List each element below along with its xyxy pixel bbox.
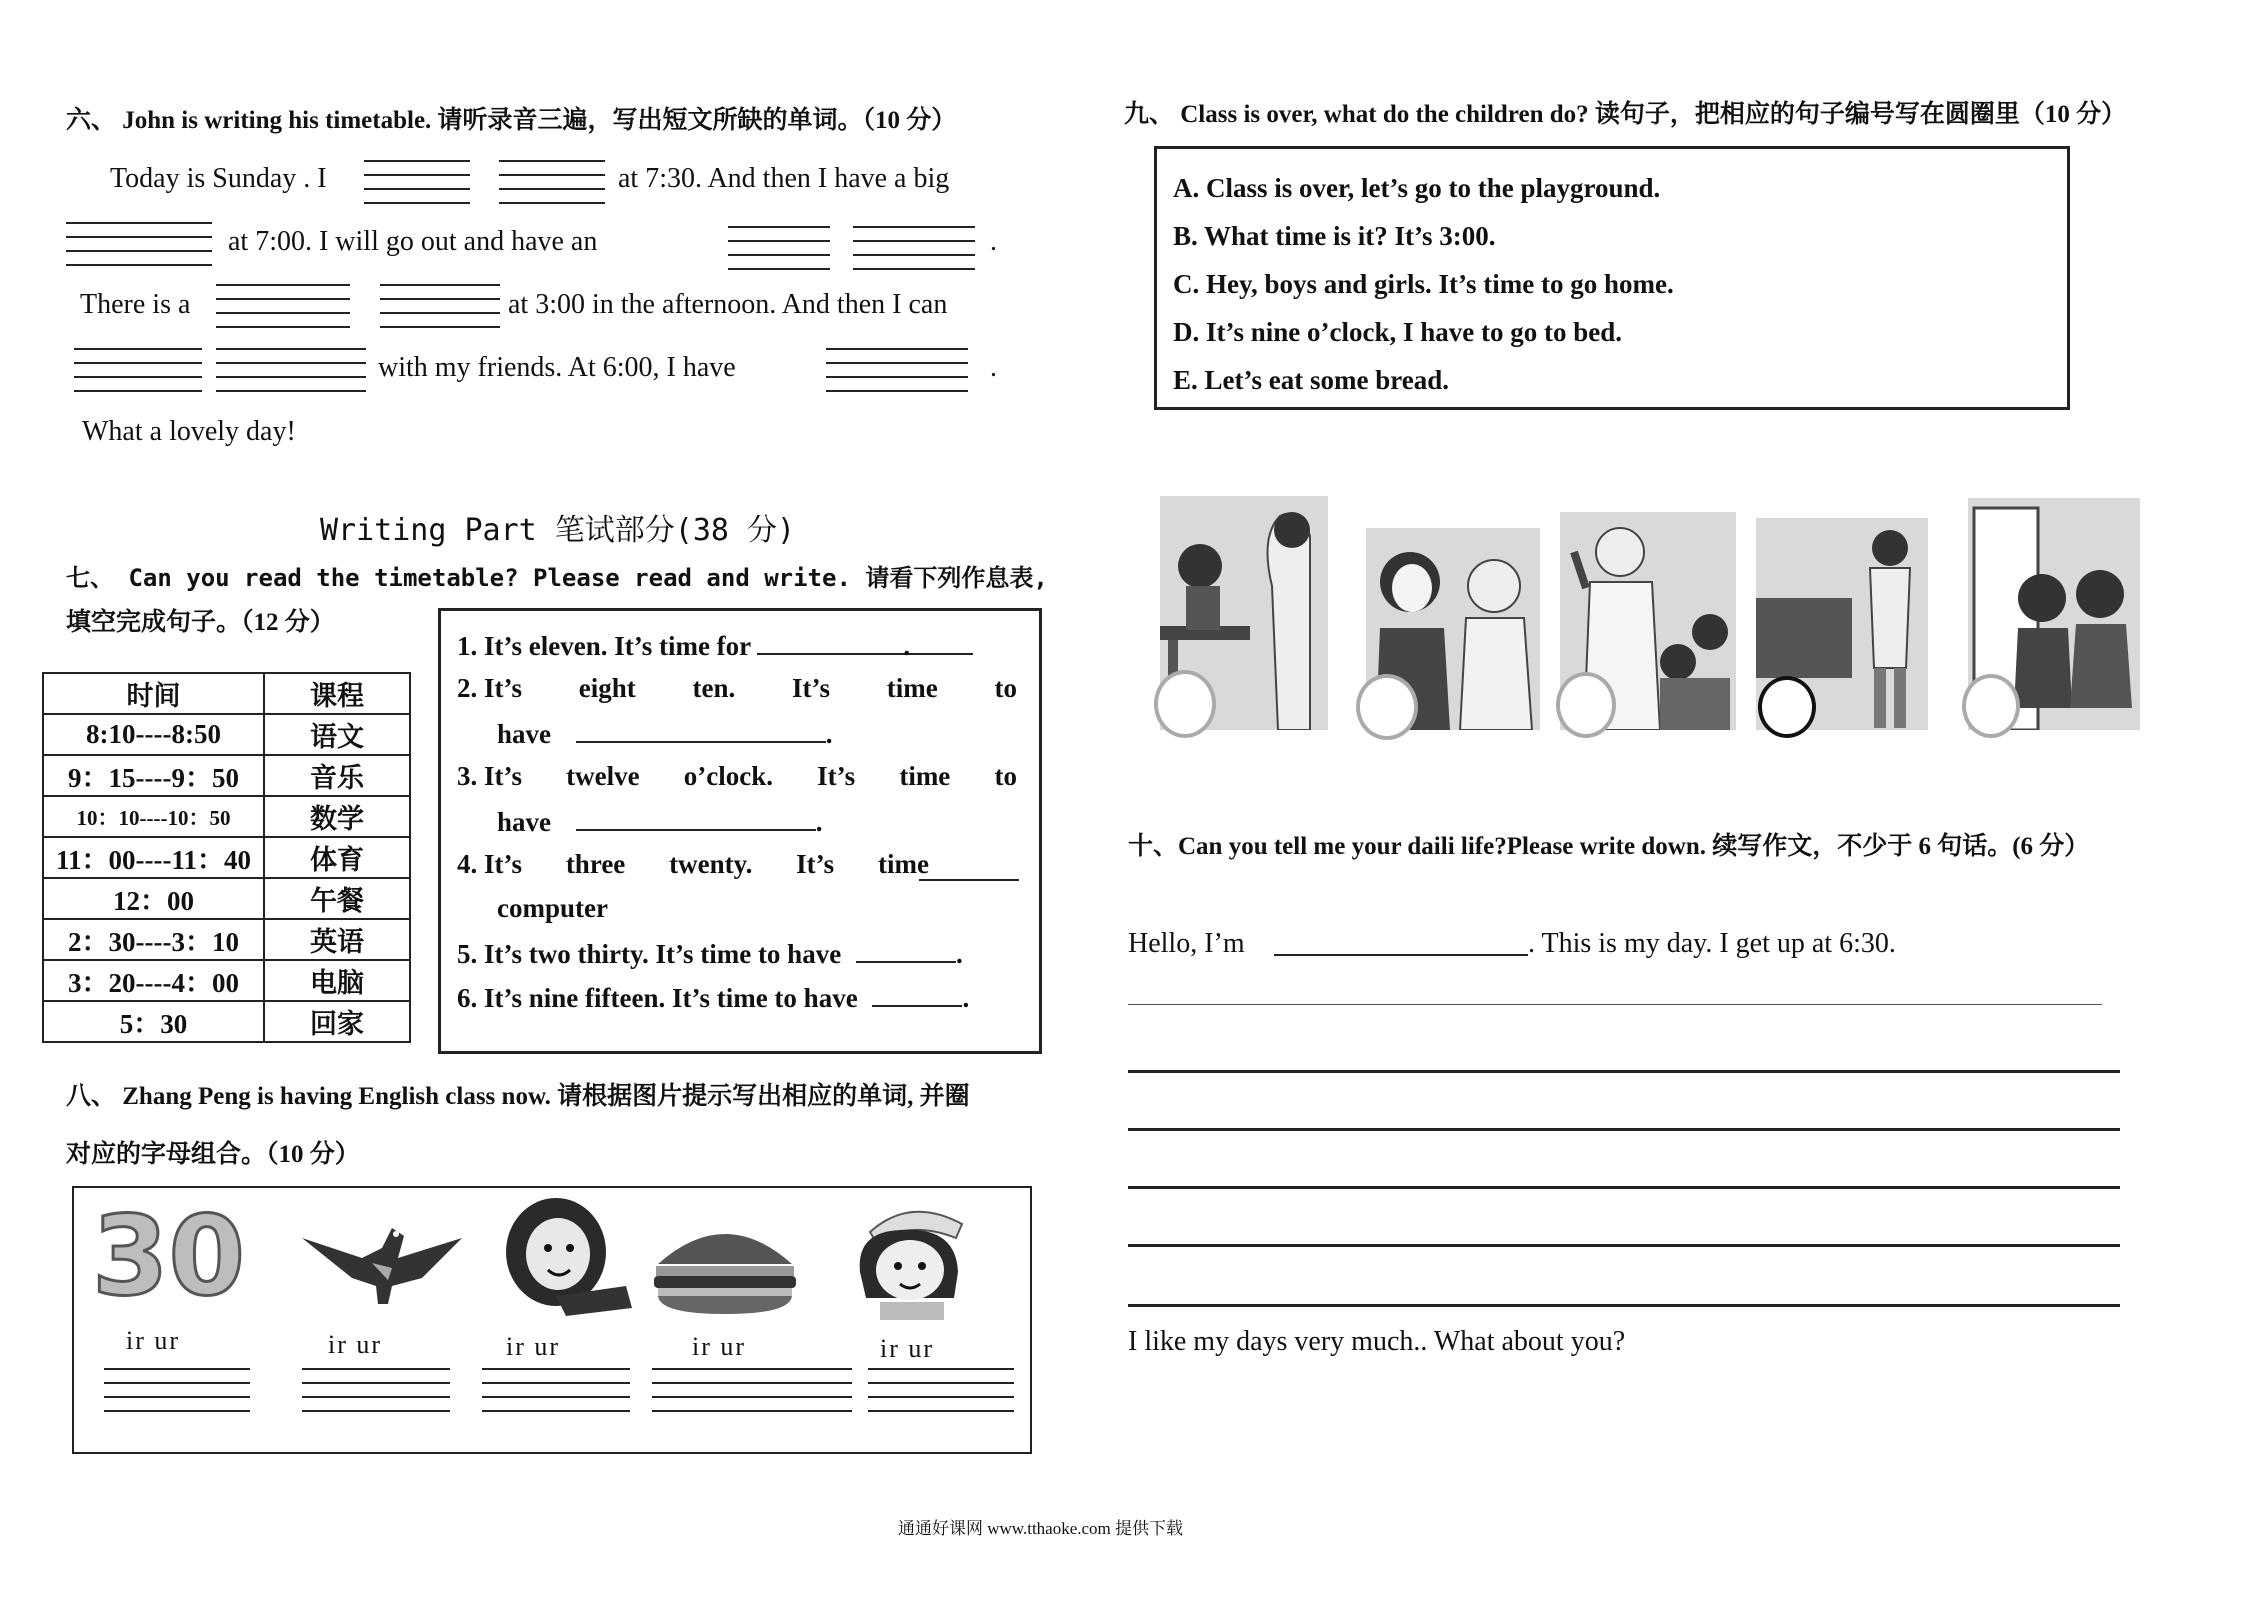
option-d: D. It’s nine o’clock, I have to go to bed. [1173, 317, 1622, 347]
s7-q3-word: 3. It’s [457, 761, 522, 791]
s6-blank-3[interactable] [66, 222, 212, 266]
caption-2: ir ur [328, 1330, 383, 1359]
timetable-header-course: 课程 [264, 673, 410, 714]
answer-circle-3[interactable] [1556, 672, 1616, 738]
caption-4: ir ur [692, 1332, 747, 1361]
s7-q5 [457, 937, 963, 970]
s7-q2-dot: . [825, 719, 833, 749]
answer-circle-5[interactable] [1962, 674, 2020, 738]
s7-q3-blank[interactable] [576, 805, 816, 831]
writing-line-5[interactable] [1128, 1244, 2120, 1247]
s7-q3-word: twelve [566, 761, 640, 791]
s7-q3-have: have [497, 807, 551, 837]
s6-blank-10[interactable] [826, 348, 968, 392]
s6-blank-6[interactable] [216, 284, 350, 328]
s7-q2-line2 [497, 717, 833, 750]
s6-blank-8[interactable] [74, 348, 202, 392]
s7-q3-word: o’clock. [683, 761, 774, 791]
table-row [43, 755, 410, 796]
s7-q1-blank[interactable] [757, 629, 973, 655]
s7-q2-word: time [886, 673, 938, 703]
s7-q4-word: three [565, 849, 626, 879]
s6-blank-9[interactable] [216, 348, 366, 392]
s7-q4-line2 [497, 893, 608, 924]
writing-line-4[interactable] [1128, 1186, 2120, 1189]
s7-q2-have: have [497, 719, 551, 749]
section-8-heading-line2: 对应的字母组合。（10 分） [66, 1141, 360, 1168]
s6-line3-start: There is a [80, 289, 191, 320]
writing-line-3[interactable] [1128, 1128, 2120, 1131]
timetable [42, 672, 411, 1043]
writing-line-6[interactable] [1128, 1304, 2120, 1307]
s7-q2-blank[interactable] [576, 717, 826, 743]
s7-q5-dot: . [955, 939, 963, 969]
s6-line2-mid: at 7:00. I will go out and have an [228, 226, 598, 257]
time-cell: 10：10----10：50 [43, 796, 264, 837]
time-cell: 8:10----8:50 [43, 714, 264, 755]
s7-q2-word: to [994, 673, 1017, 703]
s9-options-box [1154, 146, 2070, 410]
table-row [43, 1001, 410, 1042]
s7-q4-computer: computer [497, 893, 608, 923]
s8-blank-2[interactable] [302, 1368, 450, 1412]
s7-q2-word: ten. [692, 673, 736, 703]
time-cell: 5：30 [43, 1001, 264, 1042]
s6-blank-2[interactable] [499, 160, 605, 204]
s7-q5-blank[interactable] [856, 937, 956, 963]
option-a: A. Class is over, let’s go to the playground. [1173, 173, 1661, 203]
s8-blank-3[interactable] [482, 1368, 630, 1412]
timetable-header-time: 时间 [43, 673, 264, 714]
option-e: E. Let’s eat some bread. [1173, 365, 1449, 395]
section-10-heading: 十、Can you tell me your daili life?Please write down. 续写作文，不少于 6 句话。(6 分） [1128, 833, 2090, 860]
s6-line1-start: Today is Sunday . I [110, 163, 327, 194]
course-cell: 语文 [264, 714, 410, 755]
s7-q3-word: to [994, 761, 1017, 791]
s7-q3-line2 [497, 805, 823, 838]
s7-q4-word: time [877, 849, 929, 879]
s7-q1-text: 1. It’s eleven. It’s time for [457, 631, 751, 661]
svg-text:30: 30 [92, 1194, 246, 1314]
s8-blank-4[interactable] [652, 1368, 852, 1412]
course-cell: 回家 [264, 1001, 410, 1042]
s6-line2-end: . [990, 226, 997, 257]
s10-ending: I like my days very much.. What about you? [1128, 1326, 1626, 1357]
answer-circle-1[interactable] [1154, 670, 1216, 738]
course-cell: 电脑 [264, 960, 410, 1001]
s7-q6-blank[interactable] [872, 981, 962, 1007]
section-7-heading: 七、 Can you read the timetable? Please read and write. 请看下列作息表, [66, 564, 1048, 592]
section-9-heading: 九、 Class is over, what do the children do? 读句子，把相应的句子编号写在圆圈里（10 分） [1124, 101, 2127, 128]
answer-circle-4[interactable] [1758, 676, 1816, 738]
footer-credit: 通通好课网 www.tthaoke.com 提供下载 [898, 1519, 1184, 1538]
s6-line4-end: . [990, 352, 997, 383]
section-8-heading: 八、 Zhang Peng is having English class now. 请根据图片提示写出相应的单词, 并圈 [66, 1083, 970, 1110]
section-7-heading-line2: 填空完成句子。（12 分） [66, 609, 335, 636]
table-row [43, 878, 410, 919]
s10-name-blank[interactable] [1274, 954, 1528, 956]
time-cell: 2：30----3：10 [43, 919, 264, 960]
timetable-header [43, 673, 410, 714]
s7-q3-dot: . [815, 807, 823, 837]
s7-q1 [457, 629, 980, 662]
table-row [43, 960, 410, 1001]
nurse-icon [830, 1202, 990, 1320]
answer-circle-2[interactable] [1356, 674, 1418, 740]
s7-q3-word: It’s [817, 761, 856, 791]
s7-q2-word: It’s [792, 673, 830, 703]
s8-blank-5[interactable] [868, 1368, 1014, 1412]
s7-q4-word: It’s [796, 849, 835, 879]
s7-q3-line1 [457, 761, 1017, 792]
caption-1: ir ur [126, 1326, 181, 1355]
course-cell: 体育 [264, 837, 410, 878]
s7-q6-text: 6. It’s nine fifteen. It’s time to have [457, 983, 858, 1013]
s7-q6-dot: . [962, 983, 970, 1013]
time-cell: 12：00 [43, 878, 264, 919]
number-thirty-icon [86, 1194, 264, 1314]
s10-start-a: Hello, I’m [1128, 928, 1245, 959]
hamburger-icon [650, 1214, 800, 1318]
s7-q2-line1 [457, 673, 1017, 704]
s7-q5-text: 5. It’s two thirty. It’s time to have [457, 939, 842, 969]
s8-blank-1[interactable] [104, 1368, 250, 1412]
option-c: C. Hey, boys and girls. It’s time to go home. [1173, 269, 1674, 299]
caption-5: ir ur [880, 1334, 935, 1363]
caption-3: ir ur [506, 1332, 561, 1361]
course-cell: 音乐 [264, 755, 410, 796]
s7-q4-word: 4. It’s [457, 849, 522, 879]
s7-q3-word: time [899, 761, 951, 791]
table-row [43, 714, 410, 755]
time-cell: 11：00----11：40 [43, 837, 264, 878]
table-row [43, 837, 410, 878]
s7-q4-word: twenty. [669, 849, 753, 879]
course-cell: 数学 [264, 796, 410, 837]
s7-q2-word: 2. It’s [457, 673, 522, 703]
section-6-heading: 六、 John is writing his timetable. 请听录音三遍，写出短文所缺的单词。（10 分） [66, 107, 957, 134]
s7-q6 [457, 981, 969, 1014]
s6-line3-end: at 3:00 in the afternoon. And then I can [508, 289, 948, 320]
s7-questions-box [438, 608, 1042, 1054]
time-cell: 9：15----9：50 [43, 755, 264, 796]
table-row [43, 796, 410, 837]
option-b: B. What time is it? It’s 3:00. [1173, 221, 1496, 251]
s7-q4-line1 [457, 849, 929, 880]
s7-q1-dot: . [903, 631, 911, 661]
s6-line4-mid: with my friends. At 6:00, I have [378, 352, 736, 383]
s8-picture-box [72, 1186, 1032, 1454]
s7-q2-word: eight [578, 673, 636, 703]
course-cell: 英语 [264, 919, 410, 960]
course-cell: 午餐 [264, 878, 410, 919]
time-cell: 3：20----4：00 [43, 960, 264, 1001]
s6-line1-end: at 7:30. And then I have a big [618, 163, 950, 194]
writing-line-2[interactable] [1128, 1070, 2120, 1073]
writing-line-1[interactable] [1128, 1004, 2102, 1005]
s6-blank-5[interactable] [853, 226, 975, 270]
s6-blank-1[interactable] [364, 160, 470, 204]
s10-start-b: . This is my day. I get up at 6:30. [1528, 928, 1896, 959]
s6-blank-7[interactable] [380, 284, 500, 328]
writing-part-title: Writing Part 笔试部分(38 分) [320, 513, 796, 548]
girl-icon [496, 1196, 636, 1320]
bird-icon [292, 1208, 476, 1308]
table-row [43, 919, 410, 960]
s6-blank-4[interactable] [728, 226, 830, 270]
s7-q4-blank[interactable] [919, 855, 1019, 881]
s6-line5: What a lovely day! [82, 416, 296, 447]
